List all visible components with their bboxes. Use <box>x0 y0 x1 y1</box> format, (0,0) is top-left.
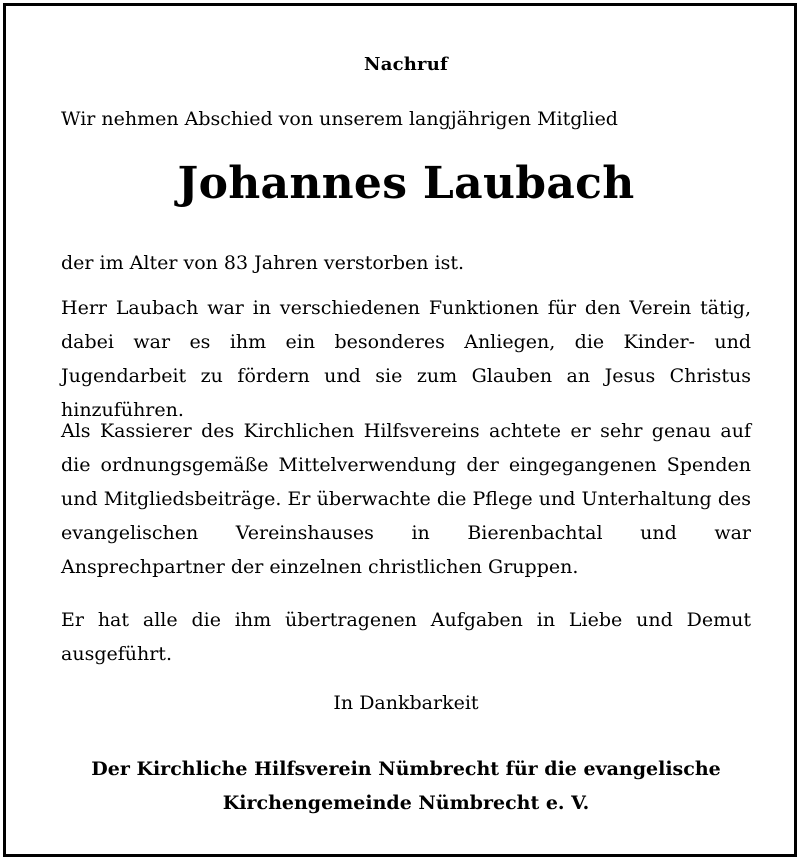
obituary-heading: Nachruf <box>364 54 448 75</box>
signature-line-1: Der Kirchliche Hilfsverein Nümbrecht für die evangelische <box>91 758 721 780</box>
closing-line: In Dankbarkeit <box>333 692 479 714</box>
age-line: der im Alter von 83 Jahren verstorben ist. <box>61 252 465 274</box>
paragraph-duties: Er hat alle die ihm übertragenen Aufgaben in Liebe und Demut ausgeführt. <box>61 609 751 665</box>
paragraph-treasurer: Als Kassierer des Kirchlichen Hilfsvereins achtete er sehr genau auf die ordnungsgemäße Mittelverwendung der eingegangenen Spenden und Mitgliedsbeiträge. Er überwachte die Pflege und Unterhaltung des evangelischen Vereinshauses in Bierenbachtal und war Ansprechpartner der einzelnen christlichen Gruppen. <box>61 420 751 578</box>
intro-line: Wir nehmen Abschied von unserem langjährigen Mitglied <box>61 108 618 130</box>
signature-line-2: Kirchengemeinde Nümbrecht e. V. <box>222 792 590 814</box>
obituary-frame <box>3 3 797 857</box>
deceased-name: Johannes Laubach <box>177 158 635 209</box>
signature-block <box>61 752 751 820</box>
paragraph-roles: Herr Laubach war in verschiedenen Funktionen für den Verein tätig, dabei war es ihm ein besonderes Anliegen, die Kinder- und Jugendarbeit zu fördern und sie zum Glauben an Jesus Christus hinzuführen. <box>61 297 751 421</box>
